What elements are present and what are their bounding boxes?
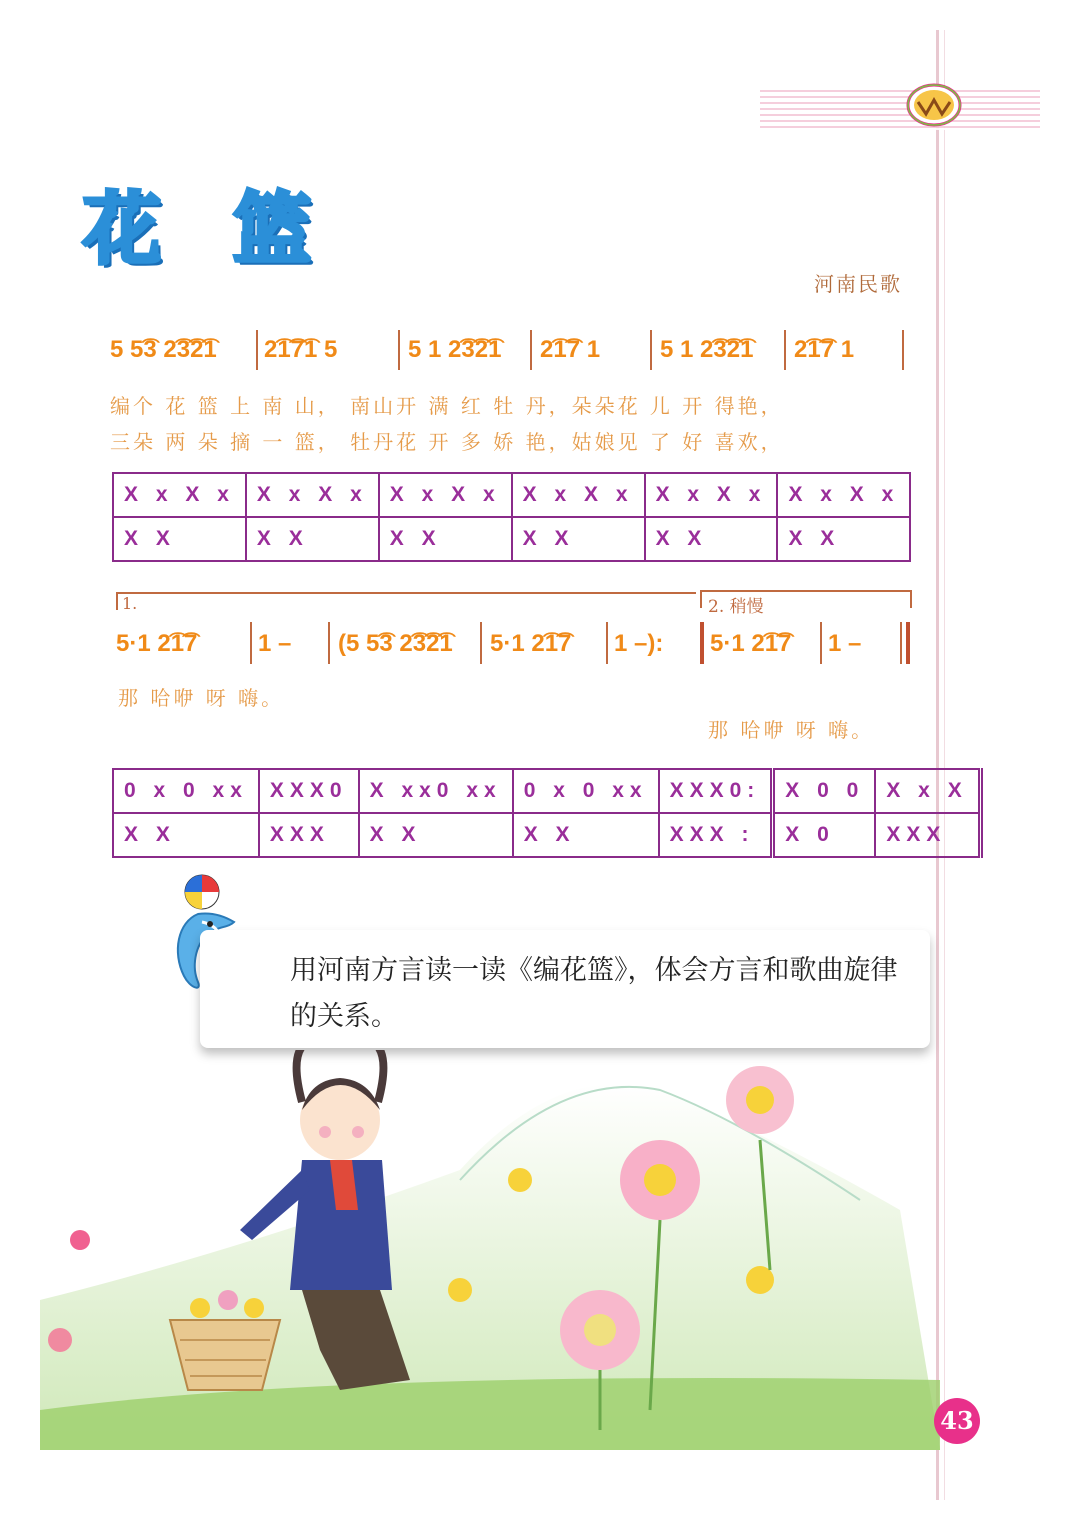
repeat-barline — [700, 622, 704, 664]
score-line-2 — [116, 622, 916, 664]
lyrics-verse-2: 三朵 两 朵 摘 一 篮， 牡丹花 开 多 娇 艳，姑娘见 了 好 喜欢， — [110, 430, 784, 454]
lyrics-ending-1: 那 哈咿 呀 嗨。 — [118, 686, 285, 710]
header-stripes — [760, 90, 1040, 130]
rhythm-cell: X X — [379, 517, 512, 561]
final-barline-thin — [900, 622, 902, 664]
rhythm-cell: X x X x — [379, 473, 512, 517]
rhythm-cell: XXX — [875, 813, 980, 857]
rhythm-cell: 0 x 0 xx — [113, 769, 259, 813]
rhythm-cell: X X — [645, 517, 778, 561]
rhythm-cell: XXX : — [659, 813, 773, 857]
measure: 1 – — [828, 630, 862, 657]
prompt-text: 用河南方言读一读《编花篮》，体会方言和歌曲旋律的关系。 — [290, 955, 898, 1032]
girl-with-flower-basket-illustration — [40, 1050, 940, 1450]
rhythm-cell: 0 x 0 xx — [513, 769, 659, 813]
barline — [256, 330, 258, 370]
barline — [784, 330, 786, 370]
title-char-2: 篮 — [232, 185, 311, 275]
barline — [398, 330, 400, 370]
volta-bracket-1 — [116, 592, 696, 610]
page-number: 43 — [934, 1398, 980, 1444]
rhythm-cell: X x X x — [645, 473, 778, 517]
rhythm-cell: X 0 0 — [773, 769, 876, 813]
barline — [480, 622, 482, 664]
rhythm-cell: X x X x — [512, 473, 645, 517]
barline — [650, 330, 652, 370]
rhythm-cell: XXX0: — [659, 769, 773, 813]
basket-emblem-icon — [904, 80, 964, 130]
measure: 5·1 2͡1͡7 — [490, 630, 572, 657]
rhythm-cell: X X — [359, 813, 513, 857]
rhythm-cell: X x X x — [777, 473, 910, 517]
rhythm-cell: X xx0 xx — [359, 769, 513, 813]
measure: 5·1 2͡1͡7 — [116, 630, 198, 657]
volta-label-1: 1. — [122, 594, 138, 613]
rhythm-cell: X X — [512, 517, 645, 561]
measure: 1 –): — [614, 630, 664, 657]
margin-line-secondary — [944, 30, 945, 1500]
rhythm-cell: X X — [777, 517, 910, 561]
score-line-1 — [110, 330, 910, 370]
rhythm-cell: XXX — [259, 813, 359, 857]
barline — [820, 622, 822, 664]
measure: 5 1 2͡3͡2͡1 — [660, 336, 754, 363]
song-origin: 河南民歌 — [814, 272, 902, 296]
rhythm-cell: X X — [246, 517, 379, 561]
rhythm-cell: X x X — [875, 769, 980, 813]
rhythm-cell: XXX0 — [259, 769, 359, 813]
rhythm-cell: X X — [113, 813, 259, 857]
rhythm-cell: X 0 — [773, 813, 876, 857]
barline — [902, 330, 904, 370]
final-barline-thick — [906, 622, 910, 664]
rhythm-table-2 — [112, 768, 983, 858]
rhythm-cell: X x X x — [113, 473, 246, 517]
measure: 5 1 2͡3͡2͡1 — [408, 336, 502, 363]
measure: 1 – — [258, 630, 292, 657]
lyrics-verse-1: 编个 花 篮 上 南 山， 南山开 满 红 牡 丹，朵朵花 儿 开 得艳， — [110, 394, 784, 418]
volta-label-2: 2. 稍慢 — [708, 597, 764, 617]
barline — [328, 622, 330, 664]
barline — [250, 622, 252, 664]
rhythm-cell: X X — [113, 517, 246, 561]
measure: 2͡1͡7 1 — [794, 336, 855, 363]
measure: 2͡1͡7͡1 5 — [264, 336, 338, 363]
rhythm-cell: X x X x — [246, 473, 379, 517]
rhythm-table-1 — [112, 472, 911, 562]
title-char-1: 花 — [82, 185, 161, 275]
measure: 5·1 2͡1͡7 — [710, 630, 792, 657]
rhythm-cell: X X — [513, 813, 659, 857]
barline — [606, 622, 608, 664]
measure: 5 5͡3 2͡3͡2͡1 — [110, 336, 217, 363]
measure: 2͡1͡7 1 — [540, 336, 601, 363]
barline — [530, 330, 532, 370]
lyrics-ending-2: 那 哈咿 呀 嗨。 — [708, 718, 875, 742]
measure: (5 5͡3 2͡3͡2͡1 — [338, 630, 453, 657]
